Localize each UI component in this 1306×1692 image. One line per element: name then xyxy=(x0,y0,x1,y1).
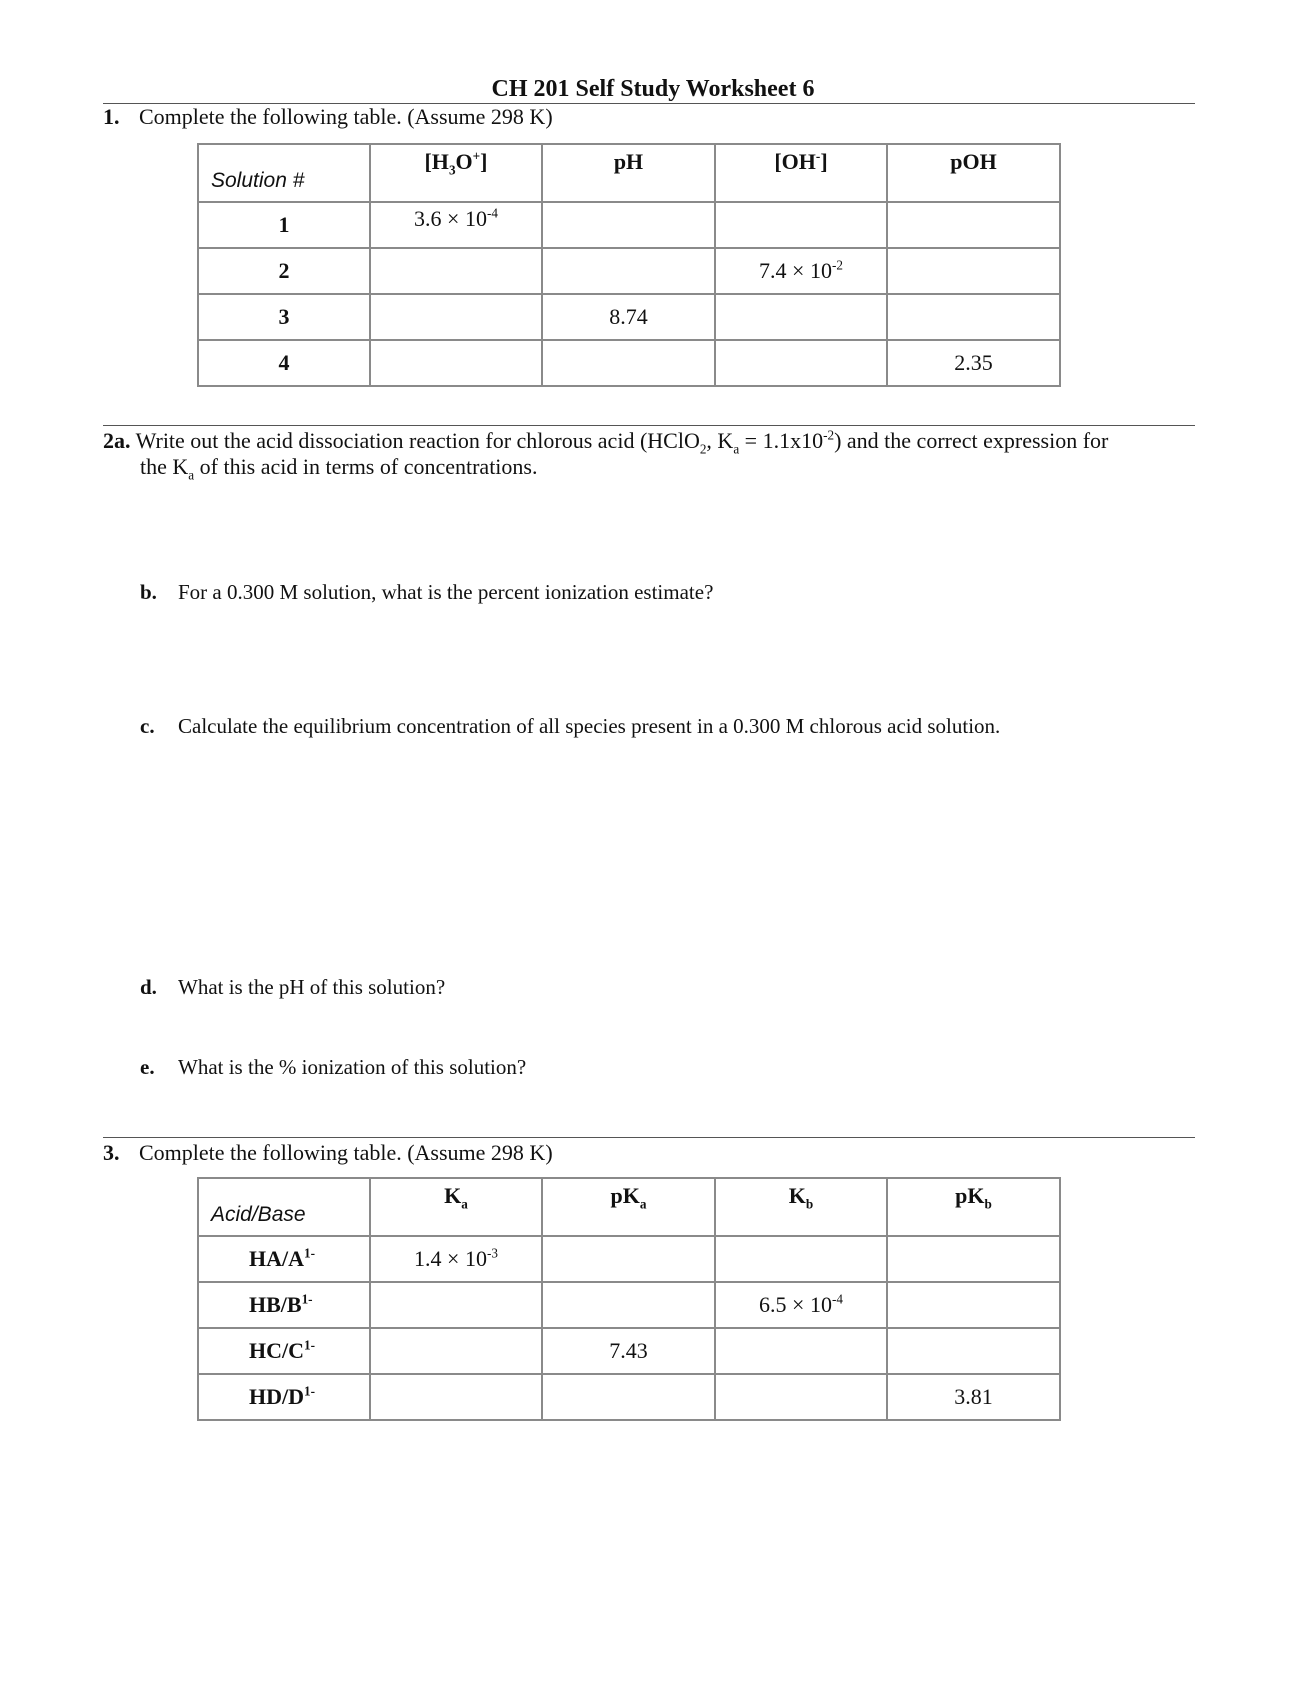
section-divider xyxy=(103,425,1195,426)
table-row xyxy=(198,340,1060,386)
solution-number: 2 xyxy=(198,248,370,294)
question-2e-text: What is the % ionization of this solution? xyxy=(178,1055,527,1079)
question-2d xyxy=(140,975,445,1000)
question-2a-number: 2a. xyxy=(103,428,131,453)
solution-number: 1 xyxy=(198,202,370,248)
ph-header: pH xyxy=(542,144,715,202)
solution-number: 3 xyxy=(198,294,370,340)
question-2c-label: c. xyxy=(140,714,155,738)
question-2b xyxy=(140,580,713,605)
table-row xyxy=(198,202,1060,248)
question-2e xyxy=(140,1055,526,1080)
poh-cell[interactable] xyxy=(887,202,1060,248)
question-3-text: Complete the following table. (Assume 298 K) xyxy=(139,1140,553,1165)
kb-cell[interactable] xyxy=(715,1374,887,1420)
oh-cell[interactable] xyxy=(715,340,887,386)
question-2a: 2a. Write out the acid dissociation reaction for chlorous acid (HClO$_2$, $K_a = 1.1x10^{-2}$) and the correct expression for xyxy=(103,427,1109,457)
acid-base-label: $HD/D^{1-}$ xyxy=(198,1374,370,1420)
ph-cell[interactable] xyxy=(542,202,715,248)
pka-cell[interactable]: 7.43 xyxy=(542,1328,715,1374)
h3o-cell[interactable] xyxy=(370,248,542,294)
question-2c xyxy=(140,714,1000,739)
ph-cell[interactable] xyxy=(542,340,715,386)
acid-base-label: $HB/B^{1-}$ xyxy=(198,1282,370,1328)
oh-cell[interactable]: $7.4 \times 10^{-2}$ xyxy=(715,248,887,294)
ph-cell[interactable] xyxy=(542,248,715,294)
acid-base-table xyxy=(197,1177,1061,1421)
question-1-text: Complete the following table. (Assume 298 K) xyxy=(139,104,553,129)
question-2d-text: What is the pH of this solution? xyxy=(178,975,446,999)
pkb-cell[interactable] xyxy=(887,1282,1060,1328)
question-2d-label: d. xyxy=(140,975,157,999)
ka-cell[interactable] xyxy=(370,1328,542,1374)
table-row xyxy=(198,1374,1060,1420)
ph-cell[interactable]: 8.74 xyxy=(542,294,715,340)
ka-header: $K_a$ xyxy=(370,1178,542,1236)
pkb-header: $pK_b$ xyxy=(887,1178,1060,1236)
question-2b-text: For a 0.300 M solution, what is the percent ionization estimate? xyxy=(178,580,714,604)
kb-header: $K_b$ xyxy=(715,1178,887,1236)
table-row xyxy=(198,1282,1060,1328)
kb-cell[interactable] xyxy=(715,1328,887,1374)
h3o-header: $[H_3O^+]$ xyxy=(370,144,542,202)
table-row xyxy=(198,1328,1060,1374)
acid-base-table-header-row xyxy=(198,1178,1060,1236)
section-divider xyxy=(103,1137,1195,1138)
ka-cell[interactable] xyxy=(370,1374,542,1420)
pka-cell[interactable] xyxy=(542,1374,715,1420)
ka-cell[interactable]: $1.4 \times 10^{-3}$ xyxy=(370,1236,542,1282)
question-2a-line-2: the $K_a$ of this acid in terms of concentrations. xyxy=(140,454,538,483)
solution-table-header-row xyxy=(198,144,1060,202)
h3o-cell[interactable] xyxy=(370,294,542,340)
acid-base-label: $HC/C^{1-}$ xyxy=(198,1328,370,1374)
table-row xyxy=(198,248,1060,294)
pkb-cell[interactable]: 3.81 xyxy=(887,1374,1060,1420)
h3o-cell[interactable] xyxy=(370,340,542,386)
poh-header: pOH xyxy=(887,144,1060,202)
pka-cell[interactable] xyxy=(542,1282,715,1328)
ka-cell[interactable] xyxy=(370,1282,542,1328)
question-3-number: 3. xyxy=(103,1140,120,1165)
pka-cell[interactable] xyxy=(542,1236,715,1282)
poh-cell[interactable] xyxy=(887,248,1060,294)
question-1 xyxy=(103,104,553,130)
worksheet-title: CH 201 Self Study Worksheet 6 xyxy=(491,76,815,102)
poh-cell[interactable] xyxy=(887,294,1060,340)
pkb-cell[interactable] xyxy=(887,1328,1060,1374)
kb-cell[interactable] xyxy=(715,1236,887,1282)
h3o-cell[interactable]: $3.6 \times 10^{-4}$ xyxy=(370,202,542,248)
question-2e-label: e. xyxy=(140,1055,155,1079)
solution-table xyxy=(197,143,1061,387)
solution-number-header: Solution # xyxy=(198,144,370,202)
question-2b-label: b. xyxy=(140,580,157,604)
acid-base-label: $HA/A^{1-}$ xyxy=(198,1236,370,1282)
oh-cell[interactable] xyxy=(715,202,887,248)
pka-header: $pK_a$ xyxy=(542,1178,715,1236)
table-row xyxy=(198,294,1060,340)
question-3 xyxy=(103,1140,553,1166)
acid-base-header: Acid/Base xyxy=(198,1178,370,1236)
poh-cell[interactable]: 2.35 xyxy=(887,340,1060,386)
kb-cell[interactable]: $6.5 \times 10^{-4}$ xyxy=(715,1282,887,1328)
question-2c-text: Calculate the equilibrium concentration of all species present in a 0.300 M chlorous acid solution. xyxy=(178,714,1001,738)
solution-number: 4 xyxy=(198,340,370,386)
pkb-cell[interactable] xyxy=(887,1236,1060,1282)
question-1-number: 1. xyxy=(103,104,120,129)
oh-cell[interactable] xyxy=(715,294,887,340)
table-row xyxy=(198,1236,1060,1282)
oh-header: [OH-] xyxy=(715,144,887,202)
